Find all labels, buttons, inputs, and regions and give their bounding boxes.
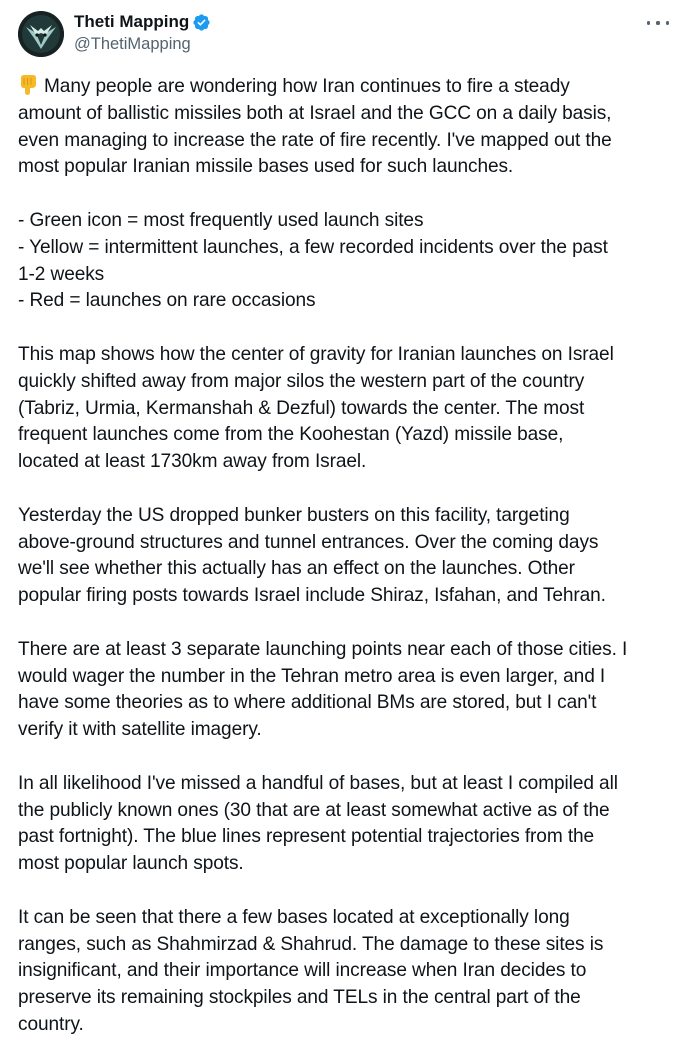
text-line: (Tabriz, Urmia, Kermanshah & Dezful) towards the center. The most xyxy=(18,397,585,419)
text-line: frequent launches come from the Koohestan (Yazd) missile base, xyxy=(18,424,564,446)
author-block xyxy=(74,11,211,54)
text-line: most popular Iranian missile bases used for such launches. xyxy=(18,156,514,178)
dot xyxy=(647,21,650,24)
text-line: - Red = launches on rare occasions xyxy=(18,290,316,312)
text-line: have some theories as to where additional BMs are stored, but I can't xyxy=(18,692,597,714)
text-line: the publicly known ones (30 that are at least somewhat active as of the xyxy=(18,799,610,821)
avatar[interactable] xyxy=(18,11,64,57)
text-line: insignificant, and their importance will increase when Iran decides to xyxy=(18,960,587,982)
name-row xyxy=(74,11,211,33)
more-dots-icon[interactable] xyxy=(647,14,669,32)
text-line: ranges, such as Shahmirzad & Shahrud. The damage to these sites is xyxy=(18,933,604,955)
paragraph-gap xyxy=(18,878,678,905)
text-line: 1-2 weeks xyxy=(18,263,105,285)
text-line: popular firing posts towards Israel include Shiraz, Isfahan, and Tehran. xyxy=(18,585,606,607)
text-line: This map shows how the center of gravity for Iranian launches on Israel xyxy=(18,343,614,365)
paragraph-text: Many people are wondering how Iran continues to fire a steady xyxy=(44,76,570,97)
text-line: country. xyxy=(18,1013,84,1035)
text-line: Yesterday the US dropped bunker busters on this facility, targeting xyxy=(18,504,570,526)
text-line: located at least 1730km away from Israel. xyxy=(18,451,367,473)
dot xyxy=(666,21,669,24)
display-name[interactable]: Theti Mapping xyxy=(74,12,190,31)
paragraph-gap xyxy=(18,315,678,342)
paragraph-gap xyxy=(18,744,678,771)
paragraph-gap xyxy=(18,610,678,637)
tweet-text xyxy=(18,74,678,1039)
text-line: amount of ballistic missiles both at Israel and the GCC on a daily basis, xyxy=(18,102,612,124)
text-line: - Green icon = most frequently used launch sites xyxy=(18,209,424,231)
text-line: preserve its remaining stockpiles and TELs in the central part of the xyxy=(18,987,581,1009)
text-line: verify it with satellite imagery. xyxy=(18,719,262,741)
text-line: above-ground structures and tunnel entrances. Over the coming days xyxy=(18,531,599,553)
text-line: - Yellow = intermittent launches, a few recorded incidents over the past xyxy=(18,236,608,258)
dot xyxy=(656,21,659,24)
text-line: would wager the number in the Tehran metro area is even larger, and I xyxy=(18,665,606,687)
text-line: In all likelihood I've missed a handful of bases, but at least I compiled all xyxy=(18,772,618,794)
paragraph-gap xyxy=(18,476,678,503)
verified-badge-icon xyxy=(192,13,211,32)
handle[interactable]: @ThetiMapping xyxy=(74,35,191,53)
text-line: There are at least 3 separate launching points near each of those cities. I xyxy=(18,638,628,660)
text-line: even managing to increase the rate of fire recently. I've mapped out the xyxy=(18,129,612,151)
text-line: quickly shifted away from major silos the western part of the country xyxy=(18,370,585,392)
text-line: we'll see whether this actually has an effect on the launches. Other xyxy=(18,558,575,580)
paragraph-gap xyxy=(18,181,678,208)
text-line: It can be seen that there a few bases located at exceptionally long xyxy=(18,906,570,928)
text-line: most popular launch spots. xyxy=(18,853,244,875)
backhand-index-pointing-down-emoji xyxy=(18,74,38,96)
text-line: past fortnight). The blue lines represent potential trajectories from the xyxy=(18,826,595,848)
text-line xyxy=(18,74,678,101)
